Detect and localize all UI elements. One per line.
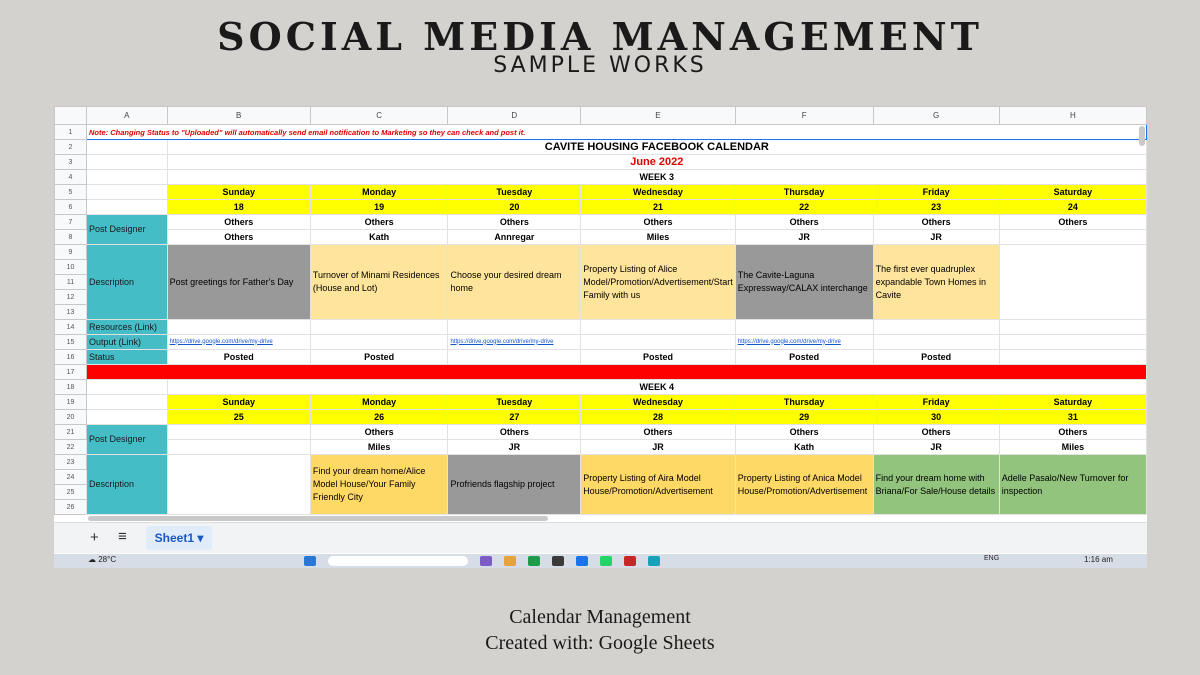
description-cell[interactable]: Find your dream home with Briana/For Sale/House details — [873, 455, 999, 515]
day-cell[interactable]: Thursday — [735, 395, 873, 410]
clock[interactable]: 1:16 am — [1084, 555, 1113, 564]
col-header-a[interactable]: A — [87, 107, 168, 125]
vertical-scrollbar[interactable] — [1139, 126, 1145, 146]
designer-cell[interactable]: Kath — [310, 230, 448, 245]
caption-line-1: Calendar Management — [509, 606, 691, 628]
day-cell[interactable]: Tuesday — [448, 395, 581, 410]
status-cell[interactable]: Posted — [167, 350, 310, 365]
week3-date-row: 6 18 19 20 21 22 23 24 — [55, 200, 1147, 215]
day-cell[interactable]: Wednesday — [581, 395, 736, 410]
col-header-h[interactable]: H — [999, 107, 1146, 125]
designer-cell[interactable] — [167, 425, 310, 440]
description-cell[interactable]: The Cavite-Laguna Expressway/CALAX interchange — [735, 245, 873, 320]
designer-cell[interactable]: Others — [873, 215, 999, 230]
description-cell[interactable] — [999, 245, 1146, 320]
description-cell[interactable]: Property Listing of Anica Model House/Promotion/Advertisement — [735, 455, 873, 515]
day-cell[interactable]: Saturday — [999, 185, 1146, 200]
week4-label[interactable]: WEEK 4 — [167, 380, 1146, 395]
week4-date-row: 20 25 26 27 28 29 30 31 — [55, 410, 1147, 425]
date-cell[interactable]: 18 — [167, 200, 310, 215]
description-cell[interactable]: Find your dream home/Alice Model House/Your Family Friendly City — [310, 455, 448, 515]
day-cell[interactable]: Saturday — [999, 395, 1146, 410]
app-icon[interactable] — [648, 556, 660, 566]
sheet-tab[interactable]: Sheet1 ▾ — [146, 526, 212, 550]
day-cell[interactable]: Tuesday — [448, 185, 581, 200]
day-cell[interactable]: Monday — [310, 185, 448, 200]
designer-cell[interactable]: JR — [448, 440, 581, 455]
taskbar-apps — [304, 556, 660, 566]
designer-cell[interactable]: Others — [581, 425, 736, 440]
designer-cell[interactable]: Miles — [581, 230, 736, 245]
column-header-row — [55, 107, 1147, 125]
col-header-e[interactable]: E — [581, 107, 736, 125]
week-separator[interactable] — [87, 365, 1147, 380]
status-label[interactable]: Status — [87, 350, 168, 365]
date-cell[interactable]: 24 — [999, 200, 1146, 215]
date-cell[interactable]: 22 — [735, 200, 873, 215]
designer-cell[interactable] — [999, 230, 1146, 245]
slide-title: SOCIAL MEDIA MANAGEMENT — [217, 14, 983, 59]
designer-cell[interactable]: Others — [999, 215, 1146, 230]
description-cell[interactable]: Post greetings for Father's Day — [167, 245, 310, 320]
app-icon[interactable] — [552, 556, 564, 566]
designer-cell[interactable]: JR — [873, 230, 999, 245]
all-sheets-menu-icon[interactable]: ≡ — [118, 528, 127, 545]
designer-cell[interactable]: Kath — [735, 440, 873, 455]
date-cell[interactable]: 19 — [310, 200, 448, 215]
post-designer-label[interactable]: Post Designer — [87, 425, 168, 455]
designer-cell[interactable]: Miles — [999, 440, 1146, 455]
output-link[interactable]: https://drive.google.com/drive/my-drive — [167, 335, 310, 350]
date-cell[interactable]: 27 — [448, 410, 581, 425]
date-cell[interactable]: 31 — [999, 410, 1146, 425]
designer-cell[interactable]: Annregar — [448, 230, 581, 245]
col-header-f[interactable]: F — [735, 107, 873, 125]
designer-cell[interactable] — [167, 440, 310, 455]
status-cell[interactable] — [999, 350, 1146, 365]
day-cell[interactable]: Friday — [873, 185, 999, 200]
day-cell[interactable]: Wednesday — [581, 185, 736, 200]
output-link[interactable]: https://drive.google.com/drive/my-drive — [735, 335, 873, 350]
designer-cell[interactable]: Others — [581, 215, 736, 230]
day-cell[interactable]: Monday — [310, 395, 448, 410]
description-cell[interactable]: The first ever quadruplex expandable Town Homes in Cavite — [873, 245, 999, 320]
slide-subtitle: SAMPLE WORKS — [493, 53, 707, 78]
description-cell[interactable]: Property Listing of Alice Model/Promotion/Advertisement/Start Family with us — [581, 245, 736, 320]
description-cell[interactable]: Adelle Pasalo/New Turnover for inspection — [999, 455, 1146, 515]
sheet-tabs-bar — [54, 522, 1147, 553]
status-cell[interactable]: Posted — [735, 350, 873, 365]
date-cell[interactable]: 25 — [167, 410, 310, 425]
designer-cell[interactable]: JR — [873, 440, 999, 455]
designer-cell[interactable]: Others — [167, 230, 310, 245]
description-cell[interactable] — [167, 455, 310, 515]
designer-cell[interactable]: Others — [310, 425, 448, 440]
add-sheet-icon[interactable]: + — [90, 529, 99, 546]
date-cell[interactable]: 20 — [448, 200, 581, 215]
app-icon[interactable] — [624, 556, 636, 566]
description-cell[interactable]: Turnover of Minami Residences (House and Lot) — [310, 245, 448, 320]
status-cell[interactable]: Posted — [581, 350, 736, 365]
day-cell[interactable]: Thursday — [735, 185, 873, 200]
app-icon[interactable] — [600, 556, 612, 566]
calendar-title[interactable]: CAVITE HOUSING FACEBOOK CALENDAR — [167, 140, 1146, 155]
week3-day-row: 5 Sunday Monday Tuesday Wednesday Thursday Friday Saturday — [55, 185, 1147, 200]
designer-cell[interactable]: Miles — [310, 440, 448, 455]
col-header-d[interactable]: D — [448, 107, 581, 125]
date-cell[interactable]: 23 — [873, 200, 999, 215]
date-cell[interactable]: 28 — [581, 410, 736, 425]
app-icon[interactable] — [528, 556, 540, 566]
language-indicator[interactable]: ENG — [984, 555, 1000, 562]
windows-taskbar — [54, 554, 1147, 568]
description-label[interactable]: Description — [87, 245, 168, 320]
weather-widget[interactable]: ☁ 28°C — [88, 555, 117, 564]
output-label[interactable]: Output (Link) — [87, 335, 168, 350]
resources-label[interactable]: Resources (Link) — [87, 320, 168, 335]
horizontal-scrollbar[interactable] — [88, 516, 548, 521]
designer-cell[interactable]: Others — [310, 215, 448, 230]
app-icon[interactable] — [480, 556, 492, 566]
designer-cell[interactable]: JR — [581, 440, 736, 455]
select-all-corner[interactable] — [55, 107, 87, 125]
week3-label[interactable]: WEEK 3 — [167, 170, 1146, 185]
designer-cell[interactable]: Others — [448, 215, 581, 230]
designer-cell[interactable]: Others — [735, 215, 873, 230]
day-cell[interactable]: Sunday — [167, 395, 310, 410]
caption-line-2: Created with: Google Sheets — [485, 632, 715, 654]
output-link[interactable]: https://drive.google.com/drive/my-drive — [448, 335, 581, 350]
status-cell[interactable] — [448, 350, 581, 365]
search-bar[interactable] — [328, 556, 468, 566]
day-cell[interactable]: Sunday — [167, 185, 310, 200]
spreadsheet-screenshot — [54, 106, 1147, 568]
designer-cell[interactable]: Others — [448, 425, 581, 440]
col-header-b[interactable]: B — [167, 107, 310, 125]
week4-day-row: 19 Sunday Monday Tuesday Wednesday Thursday Friday Saturday — [55, 395, 1147, 410]
designer-cell[interactable]: Others — [735, 425, 873, 440]
designer-cell[interactable]: Others — [167, 215, 310, 230]
status-cell[interactable]: Posted — [310, 350, 448, 365]
status-cell[interactable]: Posted — [873, 350, 999, 365]
designer-cell[interactable]: Others — [873, 425, 999, 440]
designer-cell[interactable]: Others — [999, 425, 1146, 440]
date-cell[interactable]: 29 — [735, 410, 873, 425]
folder-icon[interactable] — [504, 556, 516, 566]
date-cell[interactable]: 30 — [873, 410, 999, 425]
description-cell[interactable]: Choose your desired dream home — [448, 245, 581, 320]
description-cell[interactable]: Profriends flagship project — [448, 455, 581, 515]
post-designer-label[interactable]: Post Designer — [87, 215, 168, 245]
col-header-g[interactable]: G — [873, 107, 999, 125]
designer-cell[interactable]: JR — [735, 230, 873, 245]
note-cell[interactable]: Note: Changing Status to "Uploaded" will automatically send email notification to Marketing so they can check and post it. — [87, 125, 1147, 140]
month-title[interactable]: June 2022 — [167, 155, 1146, 170]
app-icon[interactable] — [576, 556, 588, 566]
sheet-grid: A B C D E F G H 1 Note: Changing Status to "Uploaded" will automatically send email notification to Marketing so they can check and post it. 2 CAVITE HOUSING FACEBOOK CALENDAR 3 June 2022 4 WEEK 3 5 Sunday Monday Tuesday Wednesday Thursday Friday Saturday 6 18 19 20 21 22 23 24 7 Post Designer Others Others Others Others Others Others Others 8 Others Kath Annregar Miles JR JR 9 Description Post greetings for Father's Day Turnover of Minami Residences (House and Lot) Choose your desired dream home Property Listing of Alice Model/Promotion/Advertisement/Start Family with us The Cavite-Laguna Expressway/CALAX interchange The first ever quadruplex expandable Town Homes in Cavite 10 11 12 13 14 Resources (Link) 15 Output (Link) https://drive.google.com/drive/my-drive https://drive.google.com/drive/my-drive https://drive.google.com/drive/my-drive 16 Status Posted Posted Posted Posted Posted 17 18 WEEK 4 19 Sunday Monday Tuesday Wednesday Thursday Friday Saturday 20 25 26 27 28 29 30 31 21 Post Designer Others Others Others Others Others Others 22 Miles JR JR Kath JR Miles 23 Description Find your dream home/Alice Model House/Your Family Friendly City Profriends flagship project Property Listing of Aira Model House/Promotion/Advertisement Property Listing of Anica Model House/Promotion/Advertisement Find your dream home with Briana/For Sale/House details Adelle Pasalo/New Turnover for inspection 24 25 26 — [54, 106, 1147, 515]
description-cell[interactable]: Property Listing of Aira Model House/Promotion/Advertisement — [581, 455, 736, 515]
start-icon[interactable] — [304, 556, 316, 566]
day-cell[interactable]: Friday — [873, 395, 999, 410]
date-cell[interactable]: 26 — [310, 410, 448, 425]
col-header-c[interactable]: C — [310, 107, 448, 125]
date-cell[interactable]: 21 — [581, 200, 736, 215]
description-label[interactable]: Description — [87, 455, 168, 515]
